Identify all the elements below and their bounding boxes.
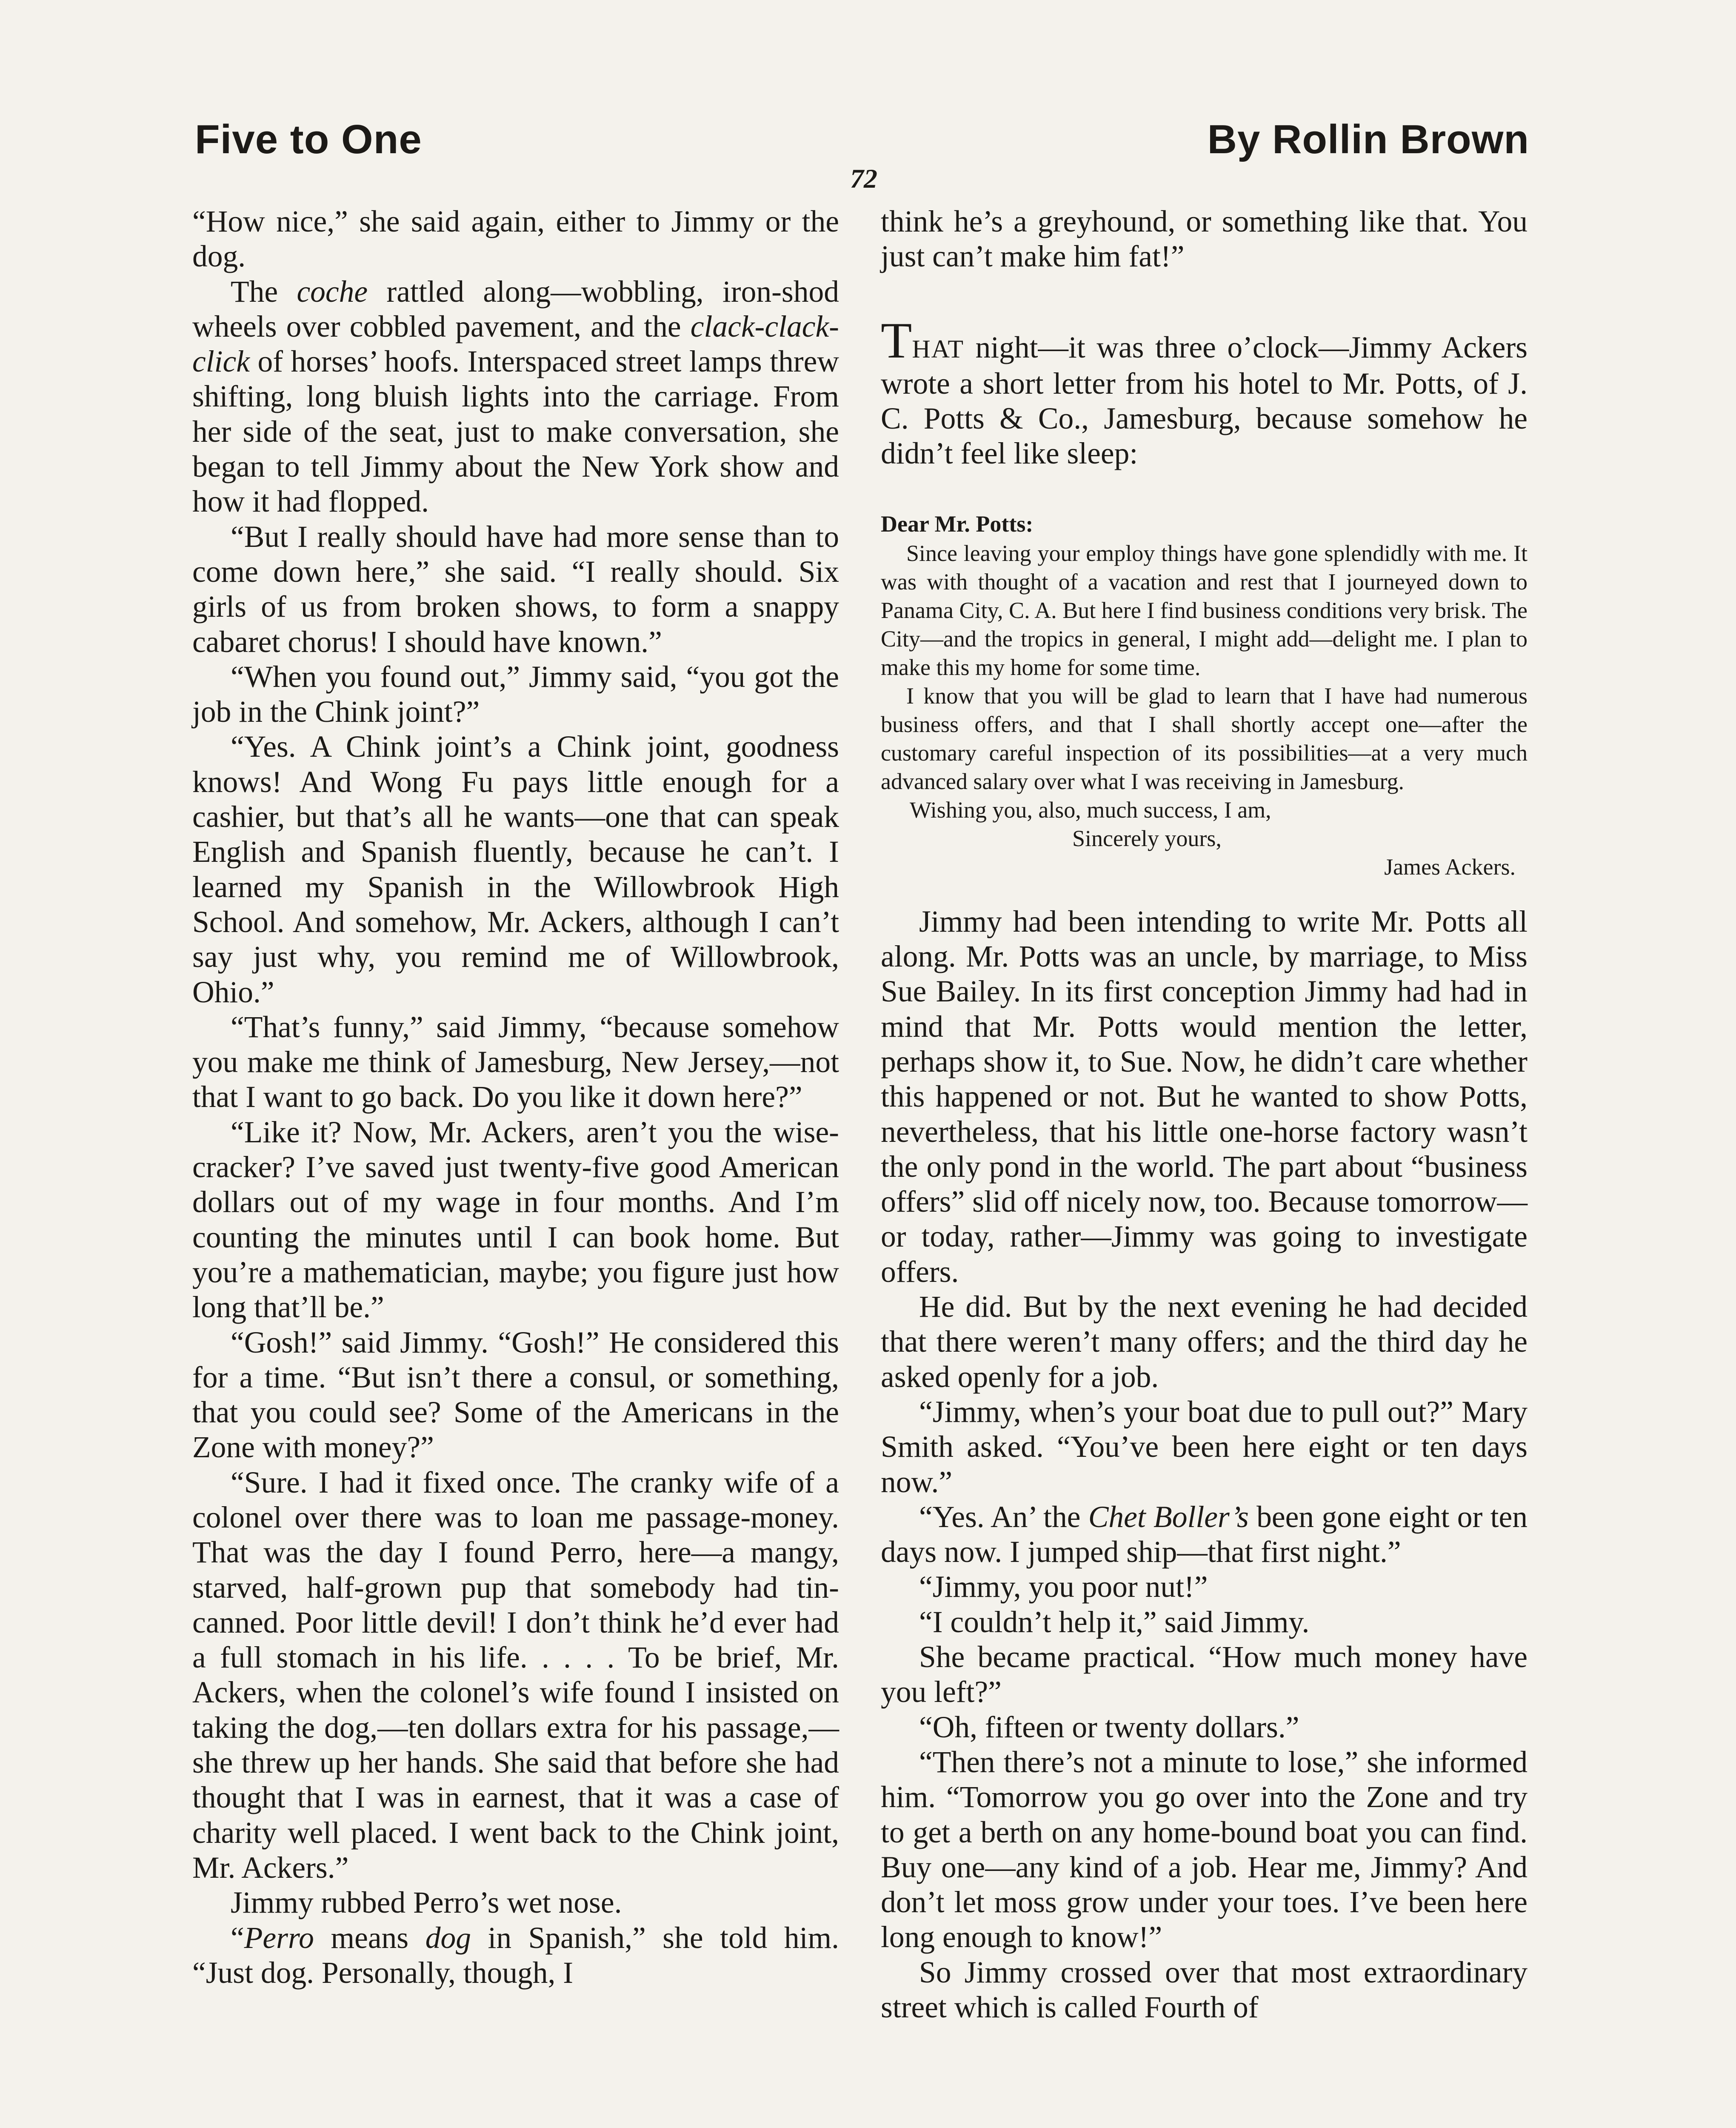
text-run: So Jimmy crossed over that most extraordinary street which is called Fourth of [881, 1955, 1528, 2024]
letter-paragraph: Since leaving your employ things have gone splendidly with me. It was with thought of a vacation and rest that I journeyed down to Panama City, C. A. But here I find business conditions very brisk. The City—and the tropics in general, I might add—delight me. I plan to make this my home for some time. [881, 540, 1528, 680]
text-run: He did. But by the next evening he had decided that there weren’t many offers; and the third day he asked openly for a job. [881, 1290, 1528, 1394]
text-run: “Jimmy, when’s your boat due to pull out?” Mary Smith asked. “You’ve been here eight or ten days now.” [881, 1395, 1528, 1499]
text-run: “But I really should have had more sense than to come down here,” she said. “I really should. Six girls of us from broken shows, to form a snappy cabaret chorus! I should have known.” [192, 520, 839, 659]
text-run: night—it was three o’clock—Jimmy Ackers wrote a short letter from his hotel to Mr. Potts, of J. C. Potts & Co., Jamesburg, because somehow he didn’t feel like sleep: [881, 330, 1528, 471]
text-run: “How nice,” she said again, either to Jimmy or the dog. [192, 205, 839, 274]
paragraph [192, 1115, 839, 1325]
paragraph [881, 1570, 1528, 1605]
italic-text: Chet Boller’s [1088, 1500, 1249, 1534]
paragraph [881, 1395, 1528, 1500]
paragraph [192, 660, 839, 730]
paragraph [881, 904, 1528, 1290]
paragraph [192, 1010, 839, 1115]
text-run: “When you found out,” Jimmy said, “you got the job in the Chink joint?” [192, 660, 839, 729]
text-run: rattled along—wobbling, iron-shod wheels over cobbled pavement, and the [192, 275, 839, 343]
text-run: “Oh, fifteen or twenty dollars.” [919, 1710, 1299, 1744]
paragraph [192, 1325, 839, 1465]
story-title: Five to One [195, 117, 422, 162]
text-run: Jimmy rubbed Perro’s wet nose. [231, 1886, 622, 1920]
text-run: She became practical. “How much money have you left?” [881, 1640, 1528, 1709]
text-run: “Yes. An’ the [919, 1500, 1088, 1534]
text-run: “Sure. I had it fixed once. The cranky wife of a colonel over there was to loan me passage-money. That was the day I found Perro, here—a mangy, starved, half-grown pup that somebody had tin-canned. Poor little devil! I don’t think he’d ever had a full stomach in his life. . . . . To be brief, Mr. Ackers, when the colonel’s wife found I insisted on taking the dog,—ten dollars extra for his passage,—she threw up her hands. She said that before she had thought that I was in earnest, that it was a case of charity well placed. I went back to the Chink joint, Mr. Ackers.” [192, 1465, 839, 1885]
text-run: “Gosh!” said Jimmy. “Gosh!” He considered this for a time. “But isn’t there a consul, or something, that you could see? Some of the Americans in the Zone with money?” [192, 1325, 839, 1464]
text-run: think he’s a greyhound, or something like that. You just can’t make him fat!” [881, 205, 1528, 274]
paragraph [881, 1290, 1528, 1395]
text-run: Jimmy had been intending to write Mr. Potts all along. Mr. Potts was an uncle, by marriage, to Miss Sue Bailey. In its first conception Jimmy had had in mind that Mr. Potts would mention the letter, perhaps show it, to Sue. Now, he didn’t care whether this happened or not. But he wanted to show Potts, nevertheless, that his little one-horse factory wasn’t the only pond in the world. The part about “business offers” slid off nicely now, too. Because tomorrow—or today, rather—Jimmy was going to investigate offers. [881, 904, 1528, 1289]
paragraph [192, 1885, 839, 1920]
right-column-top [881, 204, 1528, 472]
text-run: of horses’ hoofs. Interspaced street lamps threw shifting, long bluish lights into the carriage. From her side of the seat, just to make conversation, she began to tell Jimmy about the New York show and how it had flopped. [192, 345, 839, 519]
text-run: “Then there’s not a minute to lose,” she informed him. “Tomorrow you go over into the Zone and try to get a berth on any home-bound boat you can find. Buy one—any kind of a job. Hear me, Jimmy? And don’t let moss grow under your toes. I’ve been here long enough to know!” [881, 1745, 1528, 1954]
left-column [192, 204, 839, 1991]
letter-salutation: Dear Mr. Potts: [881, 511, 1034, 537]
italic-text: coche [297, 275, 368, 309]
text-run: been gone eight or ten days now. I jumped ship—that first night.” [881, 1500, 1528, 1569]
text-run: The [231, 275, 297, 309]
italic-text: Perro [244, 1921, 314, 1955]
paragraph [192, 204, 839, 275]
paragraph [881, 1605, 1528, 1640]
letter-sign-off: Sincerely yours, [1072, 825, 1222, 851]
text-run: “ [231, 1921, 244, 1955]
text-run: “Like it? Now, Mr. Ackers, aren’t you the wise-cracker? I’ve saved just twenty-five good American dollars out of my wage in four months. And I’m counting the minutes until I can book home. But you’re a mathematician, maybe; you figure just how long that’ll be.” [192, 1115, 839, 1324]
text-run: “That’s funny,” said Jimmy, “because somehow you make me think of Jamesburg, New Jersey,—not that I want to go back. Do you like it down here?” [192, 1010, 839, 1114]
drop-cap: T [881, 312, 912, 369]
italic-text: dog [425, 1921, 471, 1955]
letter-signature: James Ackers. [1384, 854, 1516, 880]
paragraph [881, 204, 1528, 275]
paragraph [192, 1921, 839, 1991]
paragraph [881, 1640, 1528, 1710]
paragraph [192, 729, 839, 1010]
paragraph [881, 1500, 1528, 1570]
italic-text: clack-clack-click [192, 309, 839, 379]
paragraph [881, 1955, 1528, 2025]
letter-block [881, 510, 1528, 881]
paragraph [192, 1465, 839, 1886]
paragraph [192, 520, 839, 660]
right-column [881, 204, 1528, 2025]
right-column-bottom [881, 904, 1528, 2025]
letter-closing: Wishing you, also, much success, I am, [910, 797, 1271, 823]
letter-paragraph: I know that you will be glad to learn that I have had numerous business offers, and that I shall shortly accept one—after the customary careful inspection of its possibilities—at a very much advanced salary over what I was receiving in Jamesburg. [881, 683, 1528, 794]
text-run: in Spanish,” she told him. “Just dog. Personally, though, I [192, 1921, 839, 1990]
text-run: “I couldn’t help it,” said Jimmy. [919, 1605, 1310, 1639]
paragraph [881, 312, 1528, 472]
story-author: By Rollin Brown [1207, 117, 1529, 162]
text-run: means [314, 1921, 425, 1955]
small-caps-lead: HAT [912, 335, 964, 363]
page-number: 72 [850, 163, 877, 194]
paragraph [881, 1710, 1528, 1745]
text-run: “Yes. A Chink joint’s a Chink joint, goodness knows! And Wong Fu pays little enough for a cashier, but that’s all he wants—one that can speak English and Spanish fluently, because he can’t. I learned my Spanish in the Willowbrook High School. And somehow, Mr. Ackers, although I can’t say just why, you remind me of Willowbrook, Ohio.” [192, 730, 839, 1009]
text-run: “Jimmy, you poor nut!” [919, 1570, 1208, 1604]
paragraph [881, 1745, 1528, 1955]
paragraph [192, 275, 839, 520]
